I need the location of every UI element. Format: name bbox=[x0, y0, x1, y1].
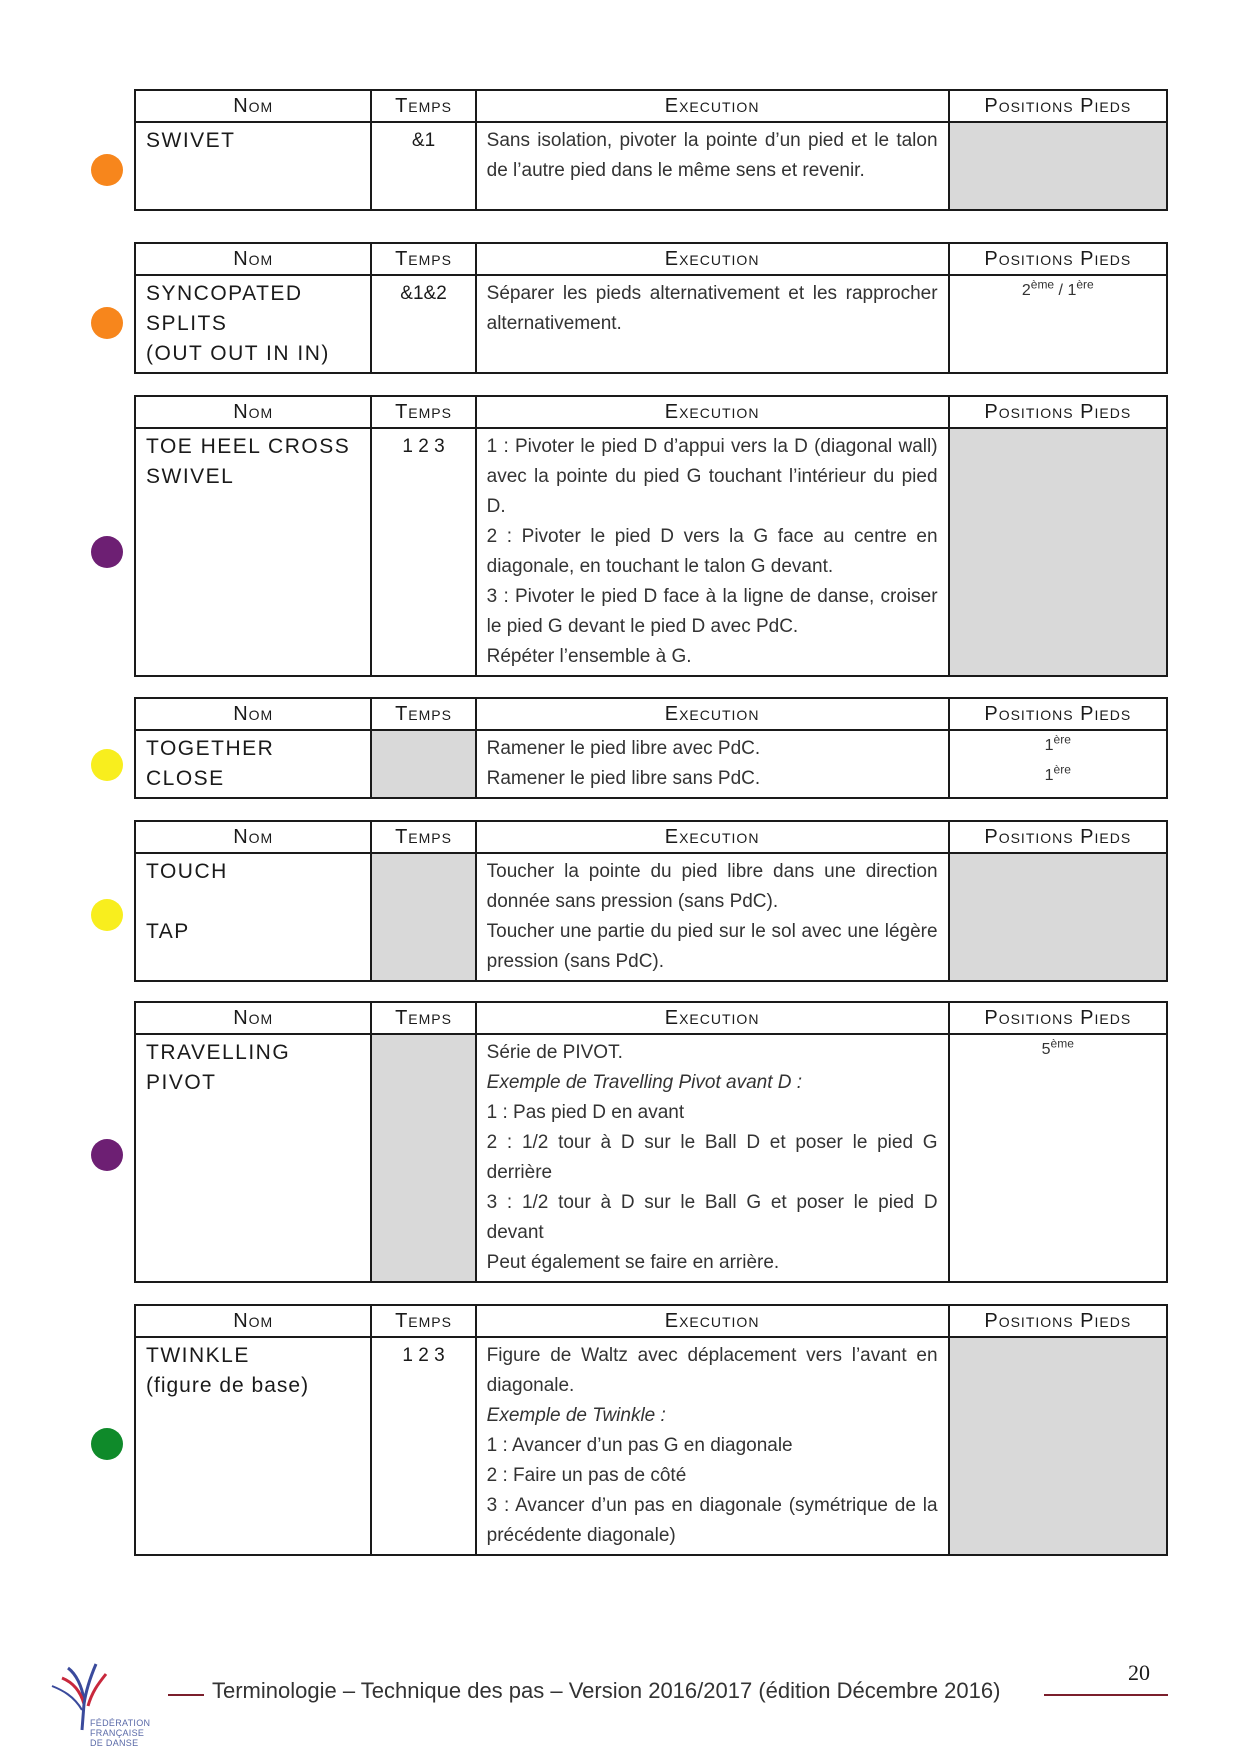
step-execution: Sans isolation, pivoter la pointe d’un pied et le talon de l’autre pied dans le même sens et revenir. bbox=[476, 122, 949, 210]
header-temps: Temps bbox=[371, 90, 475, 122]
step-name: TOE HEEL CROSS SWIVEL bbox=[135, 428, 371, 676]
table-header-row bbox=[135, 698, 1167, 730]
table-header-row bbox=[135, 1002, 1167, 1034]
header-nom: Nom bbox=[135, 698, 371, 730]
step-positions bbox=[949, 428, 1167, 676]
level-dot-yellow bbox=[91, 749, 123, 781]
table-row bbox=[135, 275, 1167, 373]
step-table-touch-tap bbox=[134, 820, 1168, 982]
federation-name: FÉDÉRATION FRANÇAISE DE DANSE bbox=[90, 1718, 151, 1748]
header-nom: Nom bbox=[135, 1305, 371, 1337]
header-execution: Execution bbox=[476, 821, 949, 853]
header-positions: Positions Pieds bbox=[949, 698, 1167, 730]
footer-title: Terminologie – Technique des pas – Version 2016/2017 (édition Décembre 2016) bbox=[212, 1678, 1001, 1703]
level-dot-green bbox=[91, 1428, 123, 1460]
header-temps: Temps bbox=[371, 1305, 475, 1337]
level-dot-purple bbox=[91, 536, 123, 568]
table-row bbox=[135, 1337, 1167, 1555]
header-execution: Execution bbox=[476, 243, 949, 275]
table-row bbox=[135, 122, 1167, 210]
header-positions: Positions Pieds bbox=[949, 243, 1167, 275]
step-positions: 5ème bbox=[949, 1034, 1167, 1282]
table-row bbox=[135, 1034, 1167, 1282]
table-row bbox=[135, 428, 1167, 676]
step-positions bbox=[949, 122, 1167, 210]
level-dot-purple bbox=[91, 1139, 123, 1171]
step-positions bbox=[949, 853, 1167, 981]
step-execution: 1 : Pivoter le pied D d’appui vers la D (diagonal wall) avec la pointe du pied G touchant l’intérieur du pied D. 2 : Pivoter le pied D vers la G face au centre en diagonale, en touchant le talon G devant. 3 : Pivoter le pied D face à la ligne de danse, croiser le pied G devant le pied D avec PdC. Répéter l’ensemble à G. bbox=[476, 428, 949, 676]
step-temps bbox=[371, 1034, 475, 1282]
step-positions: 1ère 1ère bbox=[949, 730, 1167, 798]
header-positions: Positions Pieds bbox=[949, 1002, 1167, 1034]
header-positions: Positions Pieds bbox=[949, 1305, 1167, 1337]
step-name: TWINKLE (figure de base) bbox=[135, 1337, 371, 1555]
header-temps: Temps bbox=[371, 396, 475, 428]
header-positions: Positions Pieds bbox=[949, 90, 1167, 122]
step-temps bbox=[371, 730, 475, 798]
header-nom: Nom bbox=[135, 243, 371, 275]
table-row bbox=[135, 853, 1167, 981]
header-temps: Temps bbox=[371, 1002, 475, 1034]
step-name: TOUCH TAP bbox=[135, 853, 371, 981]
step-name: SWIVET bbox=[135, 122, 371, 210]
table-header-row bbox=[135, 243, 1167, 275]
table-row bbox=[135, 730, 1167, 798]
header-positions: Positions Pieds bbox=[949, 821, 1167, 853]
step-name: TOGETHER CLOSE bbox=[135, 730, 371, 798]
level-dot-orange bbox=[91, 307, 123, 339]
step-execution: Série de PIVOT. Exemple de Travelling Pivot avant D : 1 : Pas pied D en avant 2 : 1/2 tour à D sur le Ball D et poser le pied G derrière 3 : 1/2 tour à D sur le Ball G et poser le pied D devant Peut également se faire en arrière. bbox=[476, 1034, 949, 1282]
step-table-twinkle bbox=[134, 1304, 1168, 1556]
header-nom: Nom bbox=[135, 396, 371, 428]
step-table-syncopated-splits bbox=[134, 242, 1168, 374]
step-execution: Séparer les pieds alternativement et les rapprocher alternativement. bbox=[476, 275, 949, 373]
header-temps: Temps bbox=[371, 243, 475, 275]
step-execution: Toucher la pointe du pied libre dans une direction donnée sans pression (sans PdC). Toucher une partie du pied sur le sol avec une légère pression (sans PdC). bbox=[476, 853, 949, 981]
step-execution: Figure de Waltz avec déplacement vers l’avant en diagonale. Exemple de Twinkle : 1 : Avancer d’un pas G en diagonale 2 : Faire un pas de côté 3 : Avancer d’un pas en diagonale (symétrique de la précédente diagonale) bbox=[476, 1337, 949, 1555]
header-execution: Execution bbox=[476, 396, 949, 428]
step-positions bbox=[949, 1337, 1167, 1555]
header-execution: Execution bbox=[476, 1305, 949, 1337]
step-table-together-close bbox=[134, 697, 1168, 799]
header-execution: Execution bbox=[476, 90, 949, 122]
header-execution: Execution bbox=[476, 1002, 949, 1034]
table-header-row bbox=[135, 396, 1167, 428]
header-nom: Nom bbox=[135, 821, 371, 853]
table-header-row bbox=[135, 821, 1167, 853]
step-table-swivet bbox=[134, 89, 1168, 211]
level-dot-yellow bbox=[91, 899, 123, 931]
header-nom: Nom bbox=[135, 1002, 371, 1034]
step-temps: 1 2 3 bbox=[371, 428, 475, 676]
table-header-row bbox=[135, 1305, 1167, 1337]
step-positions: 2ème / 1ère bbox=[949, 275, 1167, 373]
header-execution: Execution bbox=[476, 698, 949, 730]
step-temps: &1 bbox=[371, 122, 475, 210]
footer-rule-right bbox=[1044, 1694, 1168, 1696]
header-temps: Temps bbox=[371, 821, 475, 853]
page-number: 20 bbox=[1128, 1660, 1150, 1685]
step-temps bbox=[371, 853, 475, 981]
step-temps: 1 2 3 bbox=[371, 1337, 475, 1555]
step-table-travelling-pivot bbox=[134, 1001, 1168, 1283]
footer-rule-left bbox=[168, 1694, 204, 1696]
step-execution: Ramener le pied libre avec PdC. Ramener le pied libre sans PdC. bbox=[476, 730, 949, 798]
level-dot-orange bbox=[91, 154, 123, 186]
header-nom: Nom bbox=[135, 90, 371, 122]
table-header-row bbox=[135, 90, 1167, 122]
step-table-toe-heel-cross-swivel bbox=[134, 395, 1168, 677]
step-temps: &1&2 bbox=[371, 275, 475, 373]
header-temps: Temps bbox=[371, 698, 475, 730]
step-name: TRAVELLING PIVOT bbox=[135, 1034, 371, 1282]
header-positions: Positions Pieds bbox=[949, 396, 1167, 428]
step-name: SYNCOPATED SPLITS (OUT OUT IN IN) bbox=[135, 275, 371, 373]
